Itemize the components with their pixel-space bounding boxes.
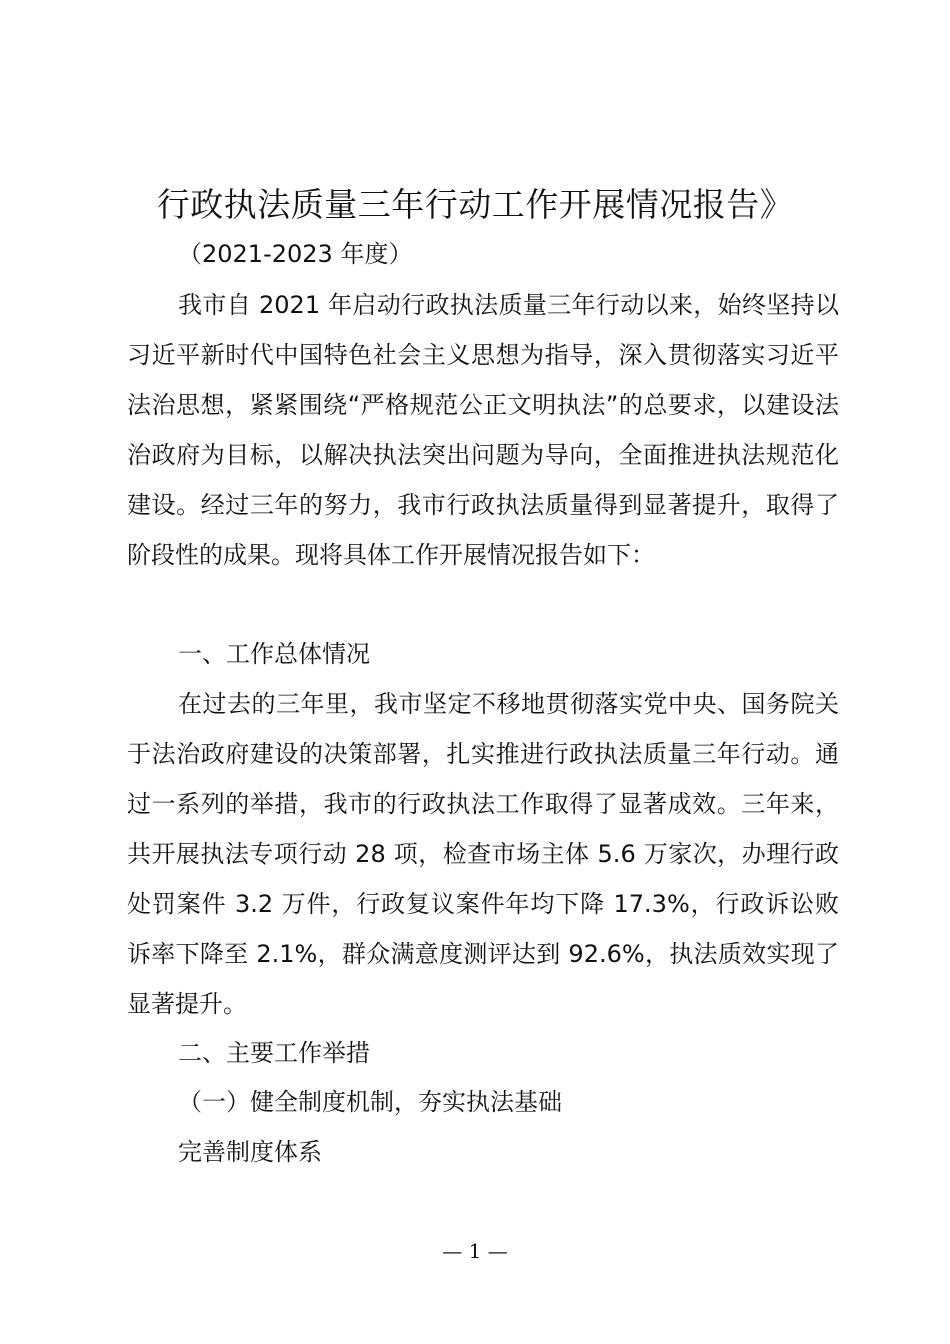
- document-title: 行政执法质量三年行动工作开展情况报告》: [156, 185, 794, 224]
- document-subtitle: （2021-2023 年度）: [178, 240, 413, 268]
- section-1-paragraph: 在过去的三年里，我市坚定不移地贯彻落实党中央、国务院关于法治政府建设的决策部署，扎实推进行政执法质量三年行动。通过一系列的举措，我市的行政执法工作取得了显著成效。三年来，共开展执法专项行动 28 项，检查市场主体 5.6 万家次，办理行政处罚案件 3.2 万件，行政复议案件年均下降 17.3%，行政诉讼败诉率下降至 2.1%，群众满意度测评达到 92.6%，执法质效实现了显著提升。: [127, 690, 839, 1018]
- intro-paragraph: 我市自 2021 年启动行政执法质量三年行动以来，始终坚持以习近平新时代中国特色社会主义思想为指导，深入贯彻落实习近平法治思想，紧紧围绕“严格规范公正文明执法”的总要求，以建设法治政府为目标，以解决执法突出问题为导向，全面推进执法规范化建设。经过三年的努力，我市行政执法质量得到显著提升，取得了阶段性的成果。现将具体工作开展情况报告如下：: [127, 291, 839, 569]
- section-heading-2: 二、主要工作举措: [178, 1039, 370, 1067]
- subsection-heading-1: （一）健全制度机制，夯实执法基础: [178, 1088, 562, 1116]
- page-number: — 1 —: [442, 1239, 508, 1263]
- subsection-item: 完善制度体系: [178, 1138, 322, 1166]
- section-heading-1: 一、工作总体情况: [178, 640, 370, 668]
